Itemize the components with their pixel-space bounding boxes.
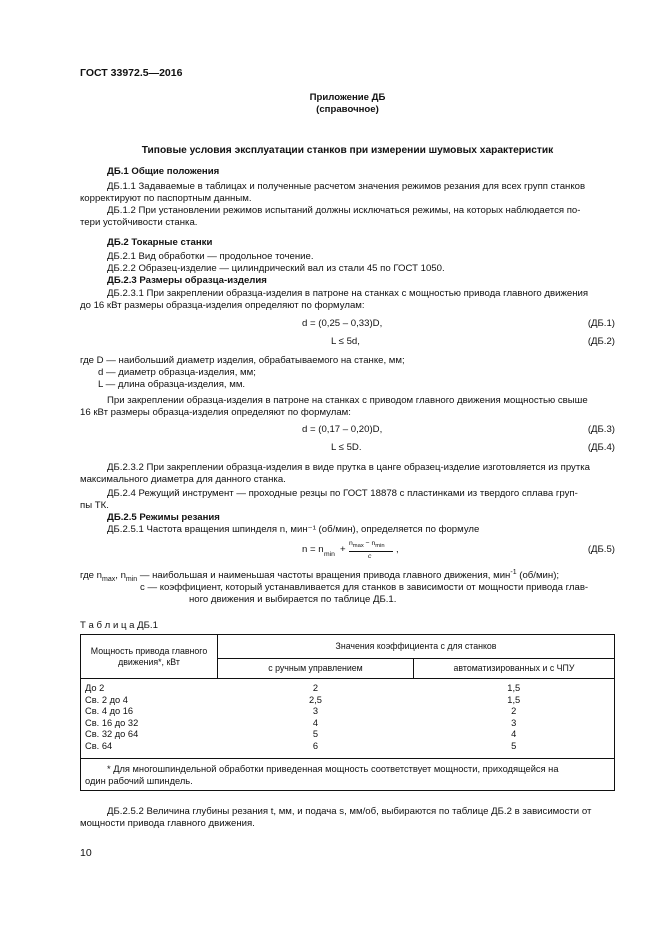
- paragraph-db1-2-line1: ДБ.1.2 При установлении режимов испытаний должны исключаться режимы, на которых наблюдается по-: [107, 205, 581, 216]
- legend-line-L: L — длина образца-изделия, мм.: [98, 379, 246, 390]
- formula-db5-denominator: c: [368, 553, 372, 560]
- legend-nmin-label: , n: [115, 570, 126, 581]
- table-cell-manual: 5: [312, 729, 319, 740]
- formula-db2: L ≤ 5d,: [331, 336, 360, 347]
- section-heading-db2-5: ДБ.2.5 Режимы резания: [107, 512, 220, 523]
- table-cell-manual: 4: [312, 717, 319, 728]
- table-header-manual: с ручным управлением: [218, 659, 414, 679]
- paragraph-db2-5-2-line2: мощности привода главного движения.: [80, 818, 255, 829]
- formula-db4: L ≤ 5D.: [331, 442, 362, 453]
- table-cell-cnc: 4: [511, 729, 517, 740]
- table-cell-manual: 2: [312, 683, 319, 693]
- appendix-title: Приложение ДБ: [309, 92, 386, 103]
- formula-db5-fraction-bar: [349, 551, 393, 552]
- paragraph-db2-3-1-line2: до 16 кВт размеры образца-изделия определяют по формулам:: [80, 300, 365, 311]
- legend-line-c-2: ного движения и выбирается по таблице ДБ.1.: [189, 594, 397, 605]
- legend-line-c-1: c — коэффициент, который устанавливается для станков в зависимости от мощности привода глав-: [140, 582, 589, 593]
- table-header-power: [81, 635, 218, 679]
- paragraph-db1-2-line2: тери устойчивости станка.: [80, 217, 198, 228]
- paragraph-db2-4-line2: пы ТК.: [80, 500, 109, 511]
- formula-db1: d = (0,25 – 0,33)D,: [302, 318, 383, 329]
- table-footnote-line2: один рабочий шпиндель.: [85, 776, 193, 786]
- table-cell-power: Св. 16 до 32: [85, 717, 139, 728]
- table-cell-cnc: 5: [511, 740, 517, 751]
- table-cell-power: Св. 64: [85, 740, 113, 751]
- paragraph-over16-line2: 16 кВт размеры образца-изделия определяют по формулам:: [80, 407, 351, 418]
- legend-unit-text: (об/мин);: [516, 570, 560, 581]
- formula-number-db5: (ДБ.5): [587, 544, 615, 555]
- legend-unit-exponent: -1: [510, 568, 517, 576]
- legend-line-nmax-nmin: [80, 570, 559, 583]
- paragraph-over16-line1: При закреплении образца-изделия в патроне на станках с приводом главного движения мощностью свыше: [107, 395, 588, 406]
- table-header-power-line2: движения*, кВт: [118, 656, 180, 667]
- paragraph-db1-1-line2: корректируют по паспортным данным.: [80, 193, 252, 204]
- paragraph-db2-3-2-line1: ДБ.2.3.2 При закреплении образца-изделия в виде прутка в цанге образец-изделие изготовляется из прутка: [107, 462, 590, 473]
- paragraph-db2-2: ДБ.2.2 Образец-изделие — цилиндрический вал из стали 45 по ГОСТ 1050.: [107, 263, 445, 274]
- table-db1: [80, 634, 615, 791]
- legend-nmax-text: — наибольшая и наименьшая частоты вращения привода главного движения, мин: [137, 570, 511, 581]
- table-cell-manual: 6: [312, 740, 319, 751]
- table-cell-power: До 2: [85, 683, 105, 693]
- section-heading-db2: ДБ.2 Токарные станки: [107, 237, 213, 248]
- table-footnote: [81, 759, 615, 791]
- legend-nmax-label: где n: [80, 570, 103, 581]
- formula-db5-lhs-sub: min: [324, 551, 335, 558]
- formula-number-db3: (ДБ.3): [587, 424, 615, 435]
- table-header-group: Значения коэффициента c для станков: [218, 635, 615, 659]
- formula-number-db4: (ДБ.4): [587, 442, 615, 453]
- paragraph-db2-4-line1: ДБ.2.4 Режущий инструмент — проходные резцы по ГОСТ 18878 с пластинками из твердого сплава груп-: [107, 488, 578, 499]
- legend-line-d: d — диаметр образца-изделия, мм;: [98, 367, 256, 378]
- formula-db5-numer-n: n: [349, 540, 353, 547]
- formula-db5-plus: +: [340, 544, 346, 555]
- paragraph-db2-3-1-line1: ДБ.2.3.1 При закреплении образца-изделия в патроне на станках с мощностью привода главного движения: [107, 288, 589, 299]
- table-caption: Т а б л и ц а ДБ.1: [80, 620, 158, 631]
- legend-line-D: где D — наибольший диаметр изделия, обрабатываемого на станке, мм;: [80, 355, 405, 366]
- formula-number-db2: (ДБ.2): [587, 336, 615, 347]
- paragraph-db2-5-1: ДБ.2.5.1 Частота вращения шпинделя n, мин⁻¹ (об/мин), определяется по формуле: [107, 524, 480, 535]
- table-cell-power: Св. 2 до 4: [85, 694, 128, 705]
- document-header: ГОСТ 33972.5—2016: [80, 67, 183, 79]
- paragraph-db2-3-2-line2: максимального диаметра для данного станка.: [80, 474, 286, 485]
- table-cell-power: Св. 32 до 64: [85, 729, 139, 740]
- formula-db5-numer-min: min: [375, 543, 385, 549]
- table-cell-manual: 3: [312, 706, 319, 717]
- page-number: 10: [80, 847, 92, 859]
- section-heading-db1: ДБ.1 Общие положения: [107, 166, 220, 177]
- formula-db5: [302, 540, 412, 570]
- formula-db5-numerator: [349, 540, 385, 548]
- table-cell-cnc: 3: [511, 717, 517, 728]
- table-header-power-line1: Мощность привода главного: [90, 645, 208, 656]
- formula-db3: d = (0,17 – 0,20)D,: [302, 424, 383, 435]
- paragraph-db2-5-2-line1: ДБ.2.5.2 Величина глубины резания t, мм, и подача s, мм/об, выбираются по таблице ДБ.2 в зависимости от: [107, 806, 592, 817]
- paragraph-db1-1-line1: ДБ.1.1 Задаваемые в таблицах и полученные расчетом значения режимов резания для всех групп станков: [107, 181, 586, 192]
- table-cell-power: Св. 4 до 16: [85, 706, 134, 717]
- legend-nmax-sub: max: [102, 575, 116, 583]
- appendix-type: (справочное): [316, 104, 379, 115]
- formula-db5-numer-max: max: [352, 543, 364, 549]
- table-header-cnc: автоматизированных и с ЧПУ: [414, 659, 615, 679]
- table-cell-cnc: 2: [511, 706, 517, 717]
- formula-db5-comma: ,: [396, 544, 399, 555]
- table-col-manual: [218, 679, 414, 759]
- paragraph-db2-1: ДБ.2.1 Вид обработки — продольное точение.: [107, 251, 314, 262]
- formula-db5-numer-minus: − n: [365, 540, 376, 547]
- legend-nmin-sub: min: [125, 575, 138, 583]
- formula-db5-lhs: n = n: [302, 544, 324, 555]
- table-col-cnc: [414, 679, 615, 759]
- table-footnote-line1: * Для многошпиндельной обработки приведенная мощность соответствует мощности, приходящейся на: [107, 764, 559, 774]
- main-title: Типовые условия эксплуатации станков при измерении шумовых характеристик: [141, 145, 554, 156]
- section-heading-db2-3: ДБ.2.3 Размеры образца-изделия: [107, 275, 267, 286]
- table-cell-manual: 2,5: [309, 694, 322, 705]
- table-cell-cnc: 1,5: [507, 694, 521, 705]
- formula-number-db1: (ДБ.1): [587, 318, 615, 329]
- table-cell-cnc: 1,5: [507, 683, 521, 693]
- table-col-power: [81, 679, 218, 759]
